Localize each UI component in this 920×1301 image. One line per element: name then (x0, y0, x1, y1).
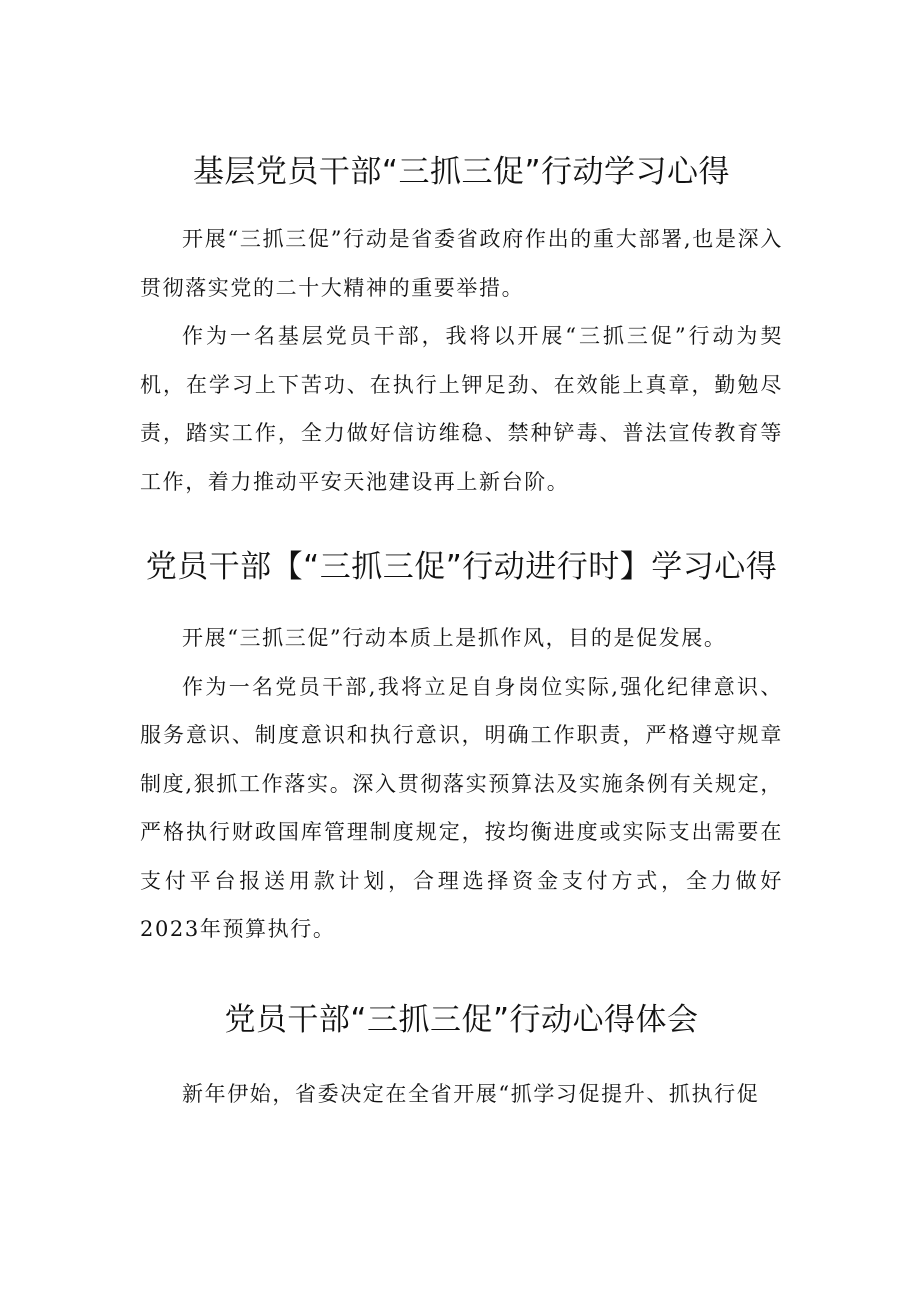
section-3-body (140, 1070, 783, 1119)
section-2-body (140, 614, 783, 954)
section-2-paragraph-2: 作为一名党员干部,我将立足自身岗位实际,强化纪律意识、服务意识、制度意识和执行意识，明确工作职责，严格遵守规章制度,狠抓工作落实。深入贯彻落实预算法及实施条例有关规定，严格执行财政国库管理制度规定，按均衡进度或实际支出需要在支付平台报送用款计划，合理选择资金支付方式，全力做好2023年预算执行。 (140, 674, 783, 941)
section-2-paragraph-1: 开展“三抓三促”行动本质上是抓作风，目的是促发展。 (182, 626, 727, 650)
section-1-body (140, 215, 783, 506)
section-2 (140, 543, 783, 954)
section-1-paragraph-1: 开展“三抓三促”行动是省委省政府作出的重大部署,也是深入贯彻落实党的二十大精神的重要举措。 (140, 227, 783, 300)
section-3 (140, 995, 783, 1119)
section-1-paragraph-2: 作为一名基层党员干部，我将以开展“三抓三促”行动为契机，在学习上下苦功、在执行上钾足劲、在效能上真章，勤勉尽责，踏实工作，全力做好信访维稳、禁种铲毒、普法宣传教育等工作，着力推动平安天池建设再上新台阶。 (140, 324, 783, 494)
section-2-title: 党员干部【“三抓三促”行动进行时】学习心得 (145, 549, 778, 585)
document-content (140, 138, 783, 1118)
section-1 (140, 147, 783, 506)
section-3-paragraph-1: 新年伊始，省委决定在全省开展“抓学习促提升、抓执行促 (182, 1081, 760, 1106)
section-3-title: 党员干部“三抓三促”行动心得体会 (224, 1001, 699, 1038)
section-1-title: 基层党员干部“三抓三促”行动学习心得 (192, 154, 731, 190)
